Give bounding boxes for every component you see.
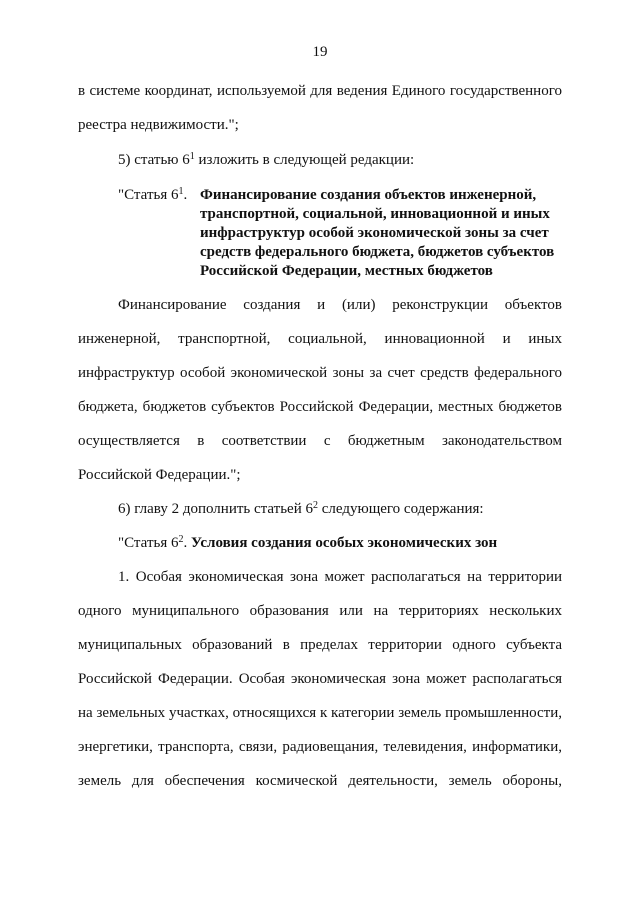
list-item-6 bbox=[118, 500, 484, 518]
superscript: 1 bbox=[189, 151, 195, 162]
superscript: 2 bbox=[178, 534, 184, 545]
page-number: 19 bbox=[312, 44, 328, 60]
paragraph-line: муниципальных образований в пределах территории одного субъекта bbox=[78, 637, 562, 653]
paragraph-line: осуществляется в соответствии с бюджетным законодательством bbox=[78, 433, 562, 449]
paragraph-line: реестра недвижимости."; bbox=[78, 117, 239, 133]
article-label-prefix: "Статья 6 bbox=[118, 187, 179, 203]
paragraph-line: Финансирование создания и (или) реконструкции объектов bbox=[118, 297, 562, 313]
paragraph-line: Российской Федерации."; bbox=[78, 467, 241, 483]
article-6-1-heading-line: Российской Федерации, местных бюджетов bbox=[200, 263, 493, 279]
paragraph-line: земель для обеспечения космической деятельности, земель обороны, bbox=[78, 773, 562, 789]
list-item-5-prefix: 5) статью 6 bbox=[118, 152, 190, 168]
paragraph-line: энергетики, транспорта, связи, радиовещания, телевидения, информатики, bbox=[78, 739, 562, 755]
list-item-6-suffix: следующего содержания: bbox=[318, 501, 484, 517]
paragraph-line: в системе координат, используемой для ведения Единого государственного bbox=[78, 83, 562, 99]
superscript: 2 bbox=[313, 500, 318, 511]
paragraph-line: 1. Особая экономическая зона может располагаться на территории bbox=[118, 569, 562, 585]
article-6-2-heading: Условия создания особых экономических зон bbox=[190, 535, 498, 551]
article-label-suffix: . bbox=[183, 187, 188, 203]
paragraph-line: инфраструктур особой экономической зоны за счет средств федерального bbox=[78, 365, 562, 381]
article-label-suffix: . bbox=[183, 535, 191, 551]
article-6-1-heading-line: инфраструктур особой экономической зоны за счет bbox=[200, 225, 549, 241]
paragraph-line: инженерной, транспортной, социальной, инновационной и иных bbox=[78, 331, 562, 347]
article-6-1-label bbox=[118, 186, 187, 204]
article-label-prefix: "Статья 6 bbox=[118, 535, 179, 551]
list-item-5 bbox=[118, 151, 414, 169]
paragraph-line: на земельных участках, относящихся к категории земель промышленности, bbox=[78, 705, 562, 721]
list-item-5-suffix: изложить в следующей редакции: bbox=[194, 152, 415, 168]
superscript: 1 bbox=[178, 186, 184, 197]
list-item-6-prefix: 6) главу 2 дополнить статьей 6 bbox=[118, 501, 313, 517]
article-6-1-heading-line: Финансирование создания объектов инженерной, bbox=[200, 187, 537, 203]
paragraph-line: бюджета, бюджетов субъектов Российской Федерации, местных бюджетов bbox=[78, 399, 562, 415]
article-6-1-heading-line: транспортной, социальной, инновационной и иных bbox=[200, 206, 550, 222]
article-6-1-heading-line: средств федерального бюджета, бюджетов субъектов bbox=[200, 244, 555, 260]
paragraph-line: Российской Федерации. Особая экономическая зона может располагаться bbox=[78, 671, 562, 687]
article-6-2-label bbox=[118, 534, 497, 552]
paragraph-line: одного муниципального образования или на территориях нескольких bbox=[78, 603, 562, 619]
